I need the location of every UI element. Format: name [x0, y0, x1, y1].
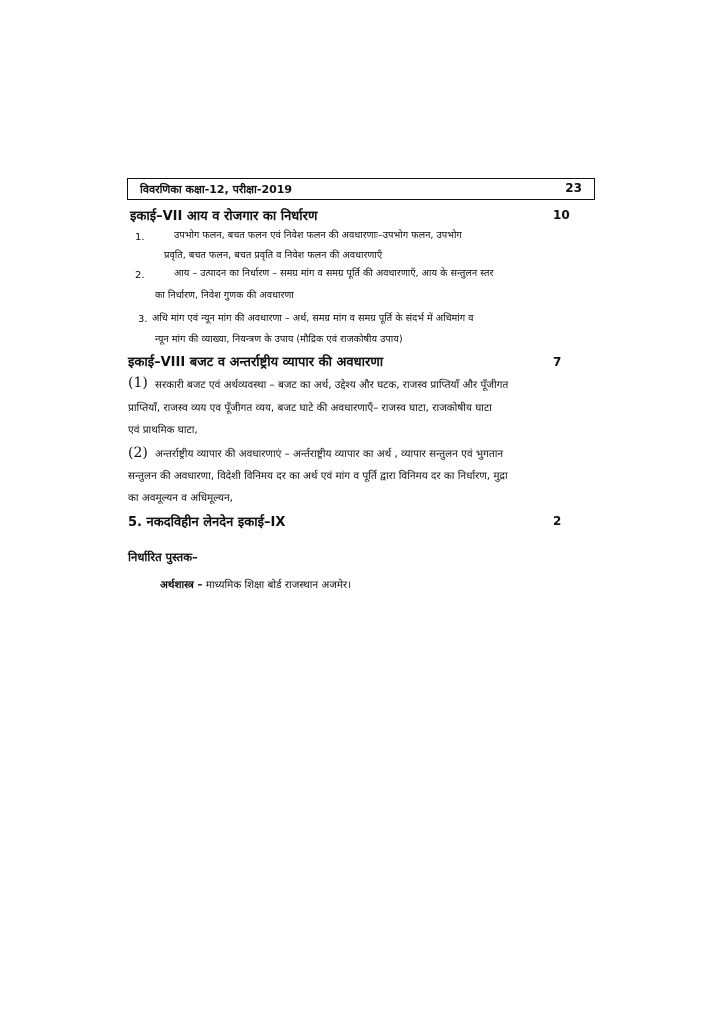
book-publisher: माध्यमिक शिक्षा बोर्ड राजस्थान अजमेर।	[205, 579, 352, 591]
unit7-item2-line1: आय – उत्पादन का निर्धारण – समग्र मांग व समग्र पूर्ति की अवधारणाएँ, आय के सन्तुलन स्तर	[174, 268, 494, 279]
unit7-item1-number: 1.	[135, 232, 145, 243]
unit7-marks: 10	[553, 208, 570, 222]
unit8-para2-line1: अन्तर्राष्ट्रीय व्यापार की अवधारणाएं – अर्न्तराष्ट्रीय व्यापार का अर्थ , व्यापार सन्तुलन एवं भुगतान	[155, 448, 504, 460]
unit8-para1-line2: प्राप्तियाँ, राजस्व व्यय एव पूँजीगत व्यय, बजट घाटे की अवधारणाएँ– राजस्व घाटा, राजकोषीय घाटा	[128, 402, 492, 414]
unit7-item3-line1: अधि मांग एवं न्यून मांग की अवधारणा – अर्थ, समग्र मांग व समग्र पूर्ति के संदर्भ में अधिमांग व	[152, 313, 474, 324]
unit8-para1-line3: एवं प्राथमिक घाटा,	[128, 424, 198, 436]
page-number: 23	[565, 181, 582, 195]
unit8-para1-number: (1)	[128, 375, 148, 391]
books-entry	[160, 578, 351, 592]
book-title: अर्थशास्त्र –	[160, 579, 203, 591]
unit7-item3-line2: न्यून मांग की व्याख्या, नियन्त्रण के उपाय (मौद्रिक एवं राजकोषीय उपाय)	[155, 334, 403, 345]
unit8-para2-line3: का अवमूल्यन व अधिमूल्यन,	[128, 492, 233, 504]
unit8-title: इकाई–VIII बजट व अन्तर्राष्ट्रीय व्यापार की अवधारणा	[128, 355, 384, 370]
unit7-item3-number: 3.	[138, 314, 148, 325]
unit7-item2-number: 2.	[135, 270, 145, 281]
page-header	[127, 178, 595, 200]
unit8-para1-line1: सरकारी बजट एवं अर्थव्यवस्था – बजट का अर्थ, उद्देश्य और घटक, राजस्व प्राप्तियाँ और पूँजीगत	[155, 379, 509, 391]
header-title: विवरणिका कक्षा-12, परीक्षा-2019	[140, 183, 293, 196]
books-heading: निर्धारित पुस्तक–	[128, 550, 198, 564]
unit7-title: इकाई–VII आय व रोजगार का निर्धारण	[130, 209, 318, 224]
unit7-item2-line2: का निर्धारण, निवेश गुणक की अवधारणा	[155, 290, 294, 301]
unit9-marks: 2	[553, 514, 562, 528]
unit8-para2-line2: सन्तुलन की अवधारणा, विदेशी विनिमय दर का अर्थ एवं मांग व पूर्ति द्वारा विनिमय दर का निर्धारण, मुद्रा	[128, 470, 508, 482]
unit8-para2-number: (2)	[128, 445, 148, 461]
unit8-marks: 7	[553, 355, 562, 369]
unit7-item1-line2: प्रवृति, बचत फलन, बचत प्रवृति व निवेश फलन की अवधारणाएँ	[164, 250, 383, 261]
unit9-title: 5. नकदविहीन लेनदेन इकाई–IX	[128, 515, 286, 530]
unit7-item1-line1: उपभोग फलन, बचत फलन एवं निवेश फलन की अवधारणाः–उपभोग फलन, उपभोग	[174, 230, 462, 241]
